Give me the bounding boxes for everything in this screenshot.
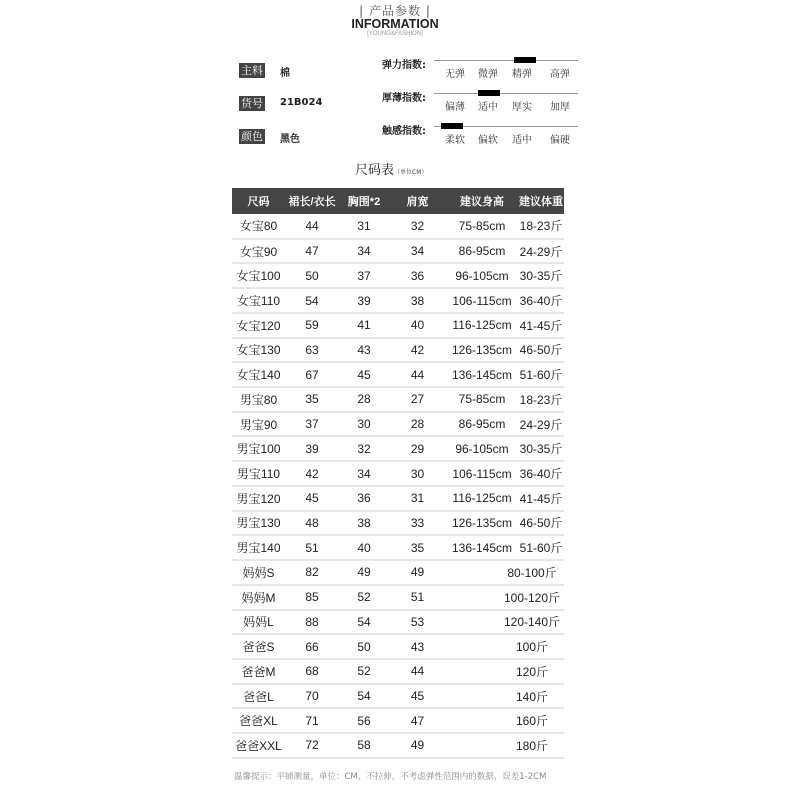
table-cell: 96-105cm [446,436,518,461]
attribute-label: 颜色 [241,130,263,143]
table-header-row [232,188,564,214]
table-cell: 34 [389,239,446,264]
table-cell: 31 [389,486,446,511]
table-cell: 45 [389,684,446,709]
column-header: 裙长/衣长 [285,188,339,214]
table-cell: 96-105cm [446,263,518,288]
table-cell: 30 [389,461,446,486]
table-cell: 86-95cm [446,239,518,264]
attribute-label: 主料 [241,64,263,77]
index-option: 精弹 [512,69,532,80]
table-row [232,585,564,610]
table-cell: 41-45斤 [518,486,564,511]
index-option: 厚实 [512,102,532,113]
table-cell: 50 [285,263,339,288]
table-cell: 爸爸XXL [232,733,285,758]
index-selected-marker [441,123,463,129]
table-cell: 38 [339,511,389,536]
index-option: 微弹 [478,69,498,80]
table-cell: 男宝90 [232,412,285,437]
table-cell: 75-85cm [446,387,518,412]
column-header: 肩宽 [389,188,446,214]
table-cell: 29 [389,436,446,461]
table-row [232,263,564,288]
index-option: 加厚 [550,102,570,113]
table-cell: 18-23斤 [518,387,564,412]
index-scale-line [434,93,578,94]
table-cell: 41 [339,313,389,338]
table-cell: 72 [285,733,339,758]
attribute-value: 棉 [280,68,290,79]
index-option: 适中 [512,135,532,146]
index-selected-marker [478,90,500,96]
table-cell: 41-45斤 [518,313,564,338]
table-cell: 106-115cm [446,461,518,486]
table-cell: 36 [389,263,446,288]
table-cell: 51 [389,585,446,610]
table-cell: 52 [339,585,389,610]
table-row [232,486,564,511]
table-cell: 116-125cm [446,486,518,511]
size-table-title-text: 尺码表 [355,163,395,178]
size-table-title [355,159,427,178]
table-cell: 70 [285,684,339,709]
table-cell: 30-35斤 [518,436,564,461]
table-cell: 86-95cm [446,412,518,437]
table-cell: 46-50斤 [518,338,564,363]
table-cell: 75-85cm [446,214,518,239]
table-cell: 45 [285,486,339,511]
index-option: 高弹 [550,69,570,80]
table-cell: 39 [339,288,389,313]
table-row [232,684,564,709]
table-cell: 58 [339,733,389,758]
table-row [232,214,564,239]
index-option: 偏薄 [445,102,465,113]
table-cell-weight: 120斤 [446,659,564,684]
index-option: 偏软 [478,135,498,146]
table-cell: 28 [389,412,446,437]
table-cell: 46-50斤 [518,511,564,536]
size-table [232,188,564,759]
table-cell-weight: 100-120斤 [446,585,564,610]
table-cell: 28 [339,387,389,412]
table-row [232,560,564,585]
table-row [232,511,564,536]
table-cell-weight: 100斤 [446,634,564,659]
table-cell: 47 [389,708,446,733]
size-table-unit: （单位CM） [394,169,428,176]
table-cell: 85 [285,585,339,610]
table-cell: 妈妈S [232,560,285,585]
table-cell: 34 [339,239,389,264]
table-row [232,610,564,635]
table-cell-weight: 160斤 [446,708,564,733]
table-row [232,535,564,560]
table-row [232,436,564,461]
index-label: 厚薄指数: [382,93,426,104]
table-cell: 爸爸L [232,684,285,709]
table-cell: 32 [389,214,446,239]
table-cell-weight: 180斤 [446,733,564,758]
table-cell: 51 [285,535,339,560]
table-cell: 女宝100 [232,263,285,288]
table-cell-weight: 120-140斤 [446,610,564,635]
column-header: 建议体重 [518,188,564,214]
table-cell: 女宝130 [232,338,285,363]
table-cell: 妈妈M [232,585,285,610]
attribute-label: 货号 [241,97,263,110]
table-row [232,461,564,486]
table-cell: 136-145cm [446,535,518,560]
table-cell: 68 [285,659,339,684]
column-header: 胸围*2 [339,188,389,214]
table-cell: 44 [389,362,446,387]
table-cell: 36 [339,486,389,511]
index-scale-line [434,60,578,61]
section-title-cn: | 产品参数 | [359,4,431,18]
table-row [232,733,564,758]
section-subtitle: [YOUNG&FASHION] [367,31,423,37]
table-cell: 女宝90 [232,239,285,264]
table-cell: 59 [285,313,339,338]
index-option: 适中 [478,102,498,113]
table-cell: 40 [339,535,389,560]
table-cell: 63 [285,338,339,363]
table-cell: 51-60斤 [518,362,564,387]
table-cell-weight: 140斤 [446,684,564,709]
table-cell: 136-145cm [446,362,518,387]
table-cell: 47 [285,239,339,264]
table-cell: 爸爸S [232,634,285,659]
table-cell: 39 [285,436,339,461]
table-cell: 24-29斤 [518,412,564,437]
index-option: 偏硬 [550,135,570,146]
index-label: 弹力指数: [382,60,426,71]
measurement-note: 温馨提示：平铺测量，单位：CM，不拉伸，不考虑弹性范围内的数据，误差1-2CM [234,772,547,782]
table-cell-weight: 80-100斤 [446,560,564,585]
table-cell: 52 [339,659,389,684]
table-row [232,659,564,684]
table-cell: 67 [285,362,339,387]
table-cell: 88 [285,610,339,635]
table-cell: 56 [339,708,389,733]
table-cell: 50 [339,634,389,659]
table-cell: 45 [339,362,389,387]
table-cell: 116-125cm [446,313,518,338]
table-cell: 54 [339,684,389,709]
table-cell: 女宝80 [232,214,285,239]
table-cell: 49 [389,733,446,758]
table-cell: 35 [285,387,339,412]
table-cell: 54 [285,288,339,313]
table-cell: 126-135cm [446,338,518,363]
column-header: 尺码 [232,188,285,214]
table-cell: 18-23斤 [518,214,564,239]
table-cell: 37 [285,412,339,437]
table-cell: 男宝130 [232,511,285,536]
table-row [232,338,564,363]
table-cell: 36-40斤 [518,461,564,486]
table-row [232,239,564,264]
table-cell: 33 [389,511,446,536]
table-cell: 爸爸XL [232,708,285,733]
table-cell: 女宝110 [232,288,285,313]
table-cell: 女宝140 [232,362,285,387]
table-cell: 82 [285,560,339,585]
table-cell: 43 [339,338,389,363]
section-title-en: INFORMATION [351,17,439,31]
table-cell: 爸爸M [232,659,285,684]
table-cell: 34 [339,461,389,486]
table-row [232,362,564,387]
table-row [232,412,564,437]
index-label: 触感指数: [382,126,426,137]
table-cell: 42 [389,338,446,363]
table-cell: 30-35斤 [518,263,564,288]
table-cell: 男宝80 [232,387,285,412]
table-cell: 32 [339,436,389,461]
table-cell: 36-40斤 [518,288,564,313]
index-selected-marker [514,57,536,63]
table-cell: 53 [389,610,446,635]
table-cell: 106-115cm [446,288,518,313]
table-cell: 31 [339,214,389,239]
table-cell: 51-60斤 [518,535,564,560]
table-row [232,634,564,659]
table-cell: 35 [389,535,446,560]
table-cell: 24-29斤 [518,239,564,264]
table-cell: 男宝140 [232,535,285,560]
table-cell: 42 [285,461,339,486]
attribute-value: 黑色 [280,134,300,145]
table-cell: 49 [389,560,446,585]
table-cell: 71 [285,708,339,733]
table-row [232,288,564,313]
table-cell: 66 [285,634,339,659]
table-cell: 27 [389,387,446,412]
table-cell: 126-135cm [446,511,518,536]
table-cell: 44 [285,214,339,239]
table-cell: 48 [285,511,339,536]
table-cell: 女宝120 [232,313,285,338]
table-row [232,708,564,733]
table-cell: 妈妈L [232,610,285,635]
index-option: 柔软 [445,135,465,146]
table-cell: 40 [389,313,446,338]
column-header: 建议身高 [446,188,518,214]
table-cell: 43 [389,634,446,659]
table-cell: 男宝120 [232,486,285,511]
table-cell: 30 [339,412,389,437]
table-cell: 49 [339,560,389,585]
table-cell: 44 [389,659,446,684]
table-row [232,313,564,338]
table-row [232,387,564,412]
table-cell: 37 [339,263,389,288]
attribute-value: 21B024 [280,97,323,108]
index-option: 无弹 [445,69,465,80]
table-cell: 38 [389,288,446,313]
table-cell: 54 [339,610,389,635]
table-cell: 男宝110 [232,461,285,486]
table-cell: 男宝100 [232,436,285,461]
